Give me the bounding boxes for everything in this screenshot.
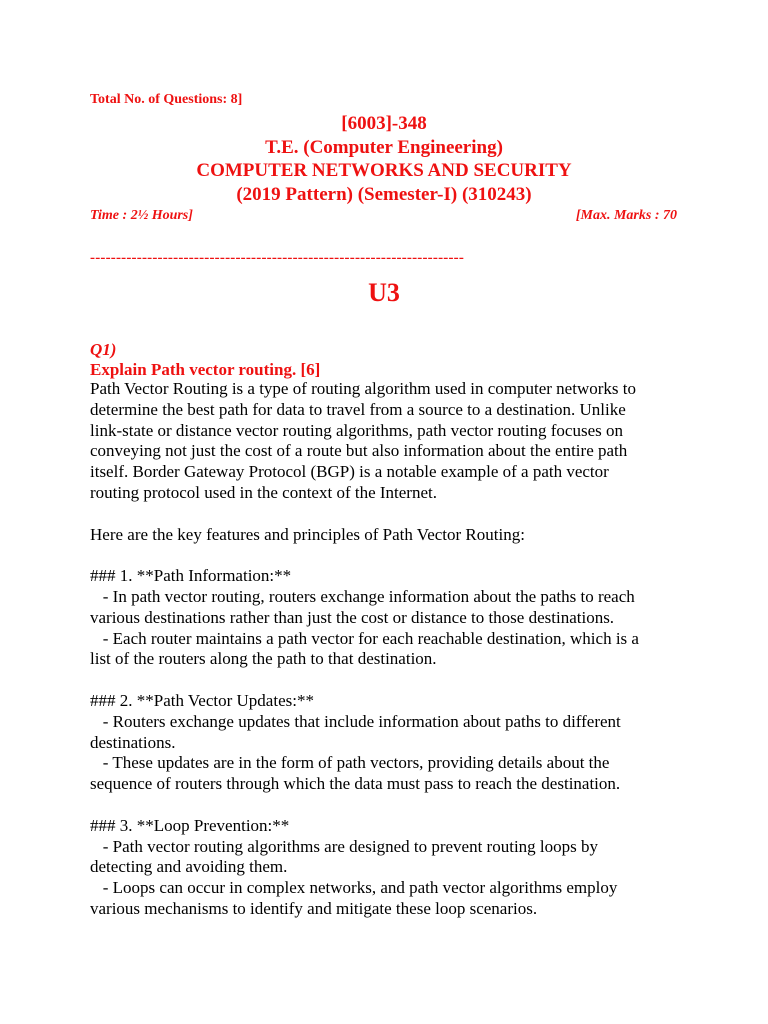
section-line: various destinations rather than just the cost or distance to those destinations.	[90, 607, 615, 627]
header-divider: ------------------------------------------------------------------------	[90, 250, 465, 266]
subject-title: COMPUTER NETWORKS AND SECURITY	[196, 160, 572, 181]
intro-line: itself. Border Gateway Protocol (BGP) is a notable example of a path vector	[90, 462, 609, 482]
section-line: - In path vector routing, routers exchange information about the paths to reach	[90, 586, 635, 606]
unit-heading: U3	[368, 278, 400, 307]
section-line: sequence of routers through which the data must pass to reach the destination.	[90, 774, 621, 794]
paper-code: [6003]-348	[341, 113, 427, 134]
lead-paragraph: Here are the key features and principles of Path Vector Routing:	[90, 524, 525, 544]
question-number: Q1)	[90, 340, 117, 359]
max-marks: [Max. Marks : 70	[575, 208, 677, 223]
section-line: list of the routers along the path to that destination.	[90, 649, 437, 669]
intro-line: conveying not just the cost of a route but also information about the entire path	[90, 441, 628, 461]
section-heading: ### 2. **Path Vector Updates:**	[90, 690, 314, 710]
intro-line: link-state or distance vector routing algorithms, path vector routing focuses on	[90, 420, 624, 440]
answer-body	[90, 379, 690, 920]
question-title: Explain Path vector routing. [6]	[90, 360, 321, 379]
total-questions: Total No. of Questions: 8]	[90, 92, 243, 107]
section-line: detecting and avoiding them.	[90, 857, 288, 877]
section-line: - Each router maintains a path vector for each reachable destination, which is a	[90, 628, 639, 648]
section-heading: ### 1. **Path Information:**	[90, 566, 292, 586]
intro-line: determine the best path for data to travel from a source to a destination. Unlike	[90, 399, 626, 419]
section-line: destinations.	[90, 732, 176, 752]
section-line: - Loops can occur in complex networks, and path vector algorithms employ	[90, 878, 618, 898]
exam-time: Time : 2½ Hours]	[90, 208, 193, 223]
course-title: T.E. (Computer Engineering)	[265, 137, 503, 158]
section-line: various mechanisms to identify and mitigate these loop scenarios.	[90, 898, 538, 918]
intro-line: routing protocol used in the context of the Internet.	[90, 482, 437, 502]
section-line: - These updates are in the form of path vectors, providing details about the	[90, 753, 610, 773]
intro-line: Path Vector Routing is a type of routing algorithm used in computer networks to	[90, 379, 636, 398]
section-line: - Path vector routing algorithms are designed to prevent routing loops by	[90, 836, 599, 856]
section-line: - Routers exchange updates that include information about paths to different	[90, 711, 621, 731]
pattern-line: (2019 Pattern) (Semester-I) (310243)	[236, 184, 532, 205]
section-heading: ### 3. **Loop Prevention:**	[90, 815, 290, 835]
